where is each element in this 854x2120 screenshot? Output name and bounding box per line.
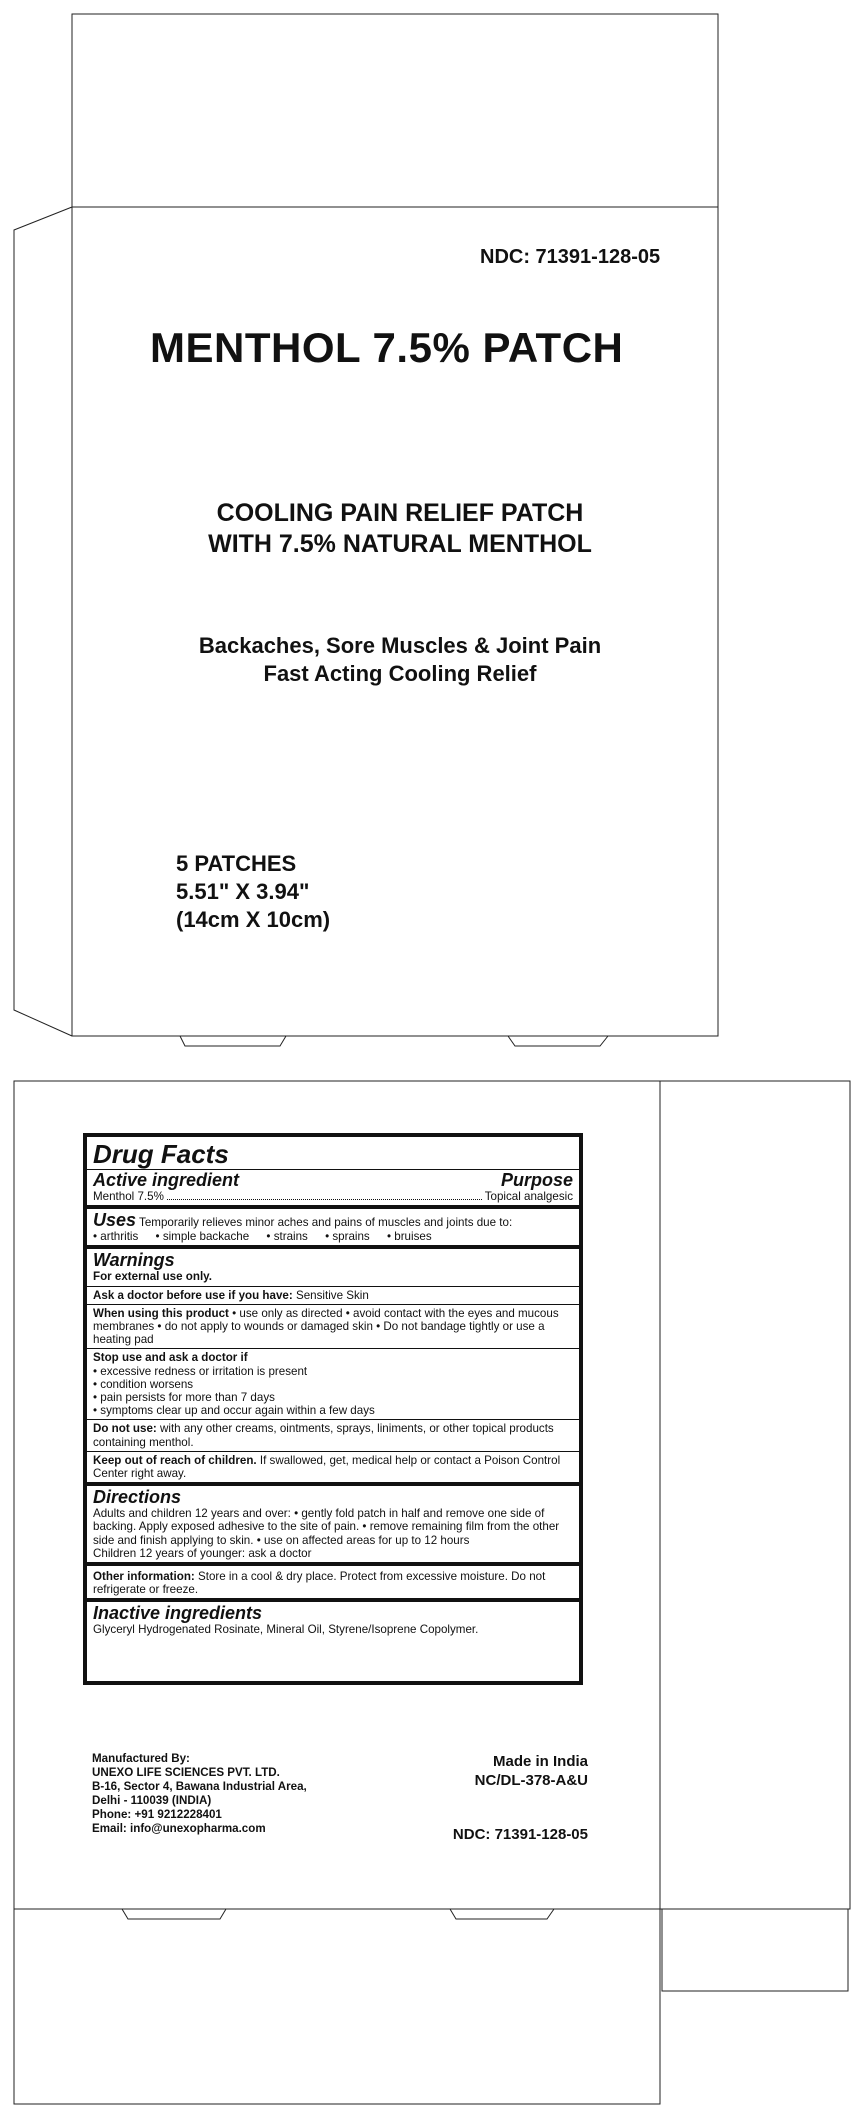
directions-text: Adults and children 12 years and over: • gently fold patch in half and remove one side of backing. Apply exposed adhesive to the site of pain. • remove remaining film from the other side and finish applying to skin. • use on affected areas for up to 12 hours xyxy=(93,1507,560,1547)
directions-heading: Directions xyxy=(93,1487,182,1508)
active-ingredient-heading: Active ingredient xyxy=(93,1170,240,1190)
ask-doctor-label: Ask a doctor before use if you have: xyxy=(93,1288,293,1302)
origin-block xyxy=(430,1752,588,1790)
stop-use-item: • condition worsens xyxy=(93,1377,194,1391)
keep-out-label: Keep out of reach of children. xyxy=(93,1453,257,1467)
manufacturer-phone: Phone: +91 9212228401 xyxy=(92,1808,222,1821)
keep-out-text: If swallowed, get, medical help or contact a Poison Control Center right away. xyxy=(93,1453,561,1481)
manufacturer-email: Email: info@unexopharma.com xyxy=(92,1822,266,1835)
stop-use-item: • pain persists for more than 7 days xyxy=(93,1391,275,1405)
package-count xyxy=(176,850,330,934)
directions-children: Children 12 years of younger: ask a doctor xyxy=(93,1546,312,1560)
subtitle-line: WITH 7.5% NATURAL MENTHOL xyxy=(208,530,592,558)
use-item: arthritis xyxy=(100,1230,139,1244)
license-number: NC/DL-378-A&U xyxy=(474,1772,588,1789)
manufacturer-label: Manufactured By: xyxy=(92,1752,190,1765)
uses-heading: Uses xyxy=(93,1210,137,1231)
external-use-warning: For external use only. xyxy=(93,1270,212,1284)
drug-facts-panel xyxy=(83,1133,583,1685)
do-not-use-text: with any other creams, ointments, sprays, liniments, or other topical products containing menthol. xyxy=(93,1422,554,1449)
made-in: Made in India xyxy=(492,1753,588,1770)
other-info-text: Store in a cool & dry place. Protect from excessive moisture. Do not refrigerate or freeze. xyxy=(93,1570,546,1597)
use-item: bruises xyxy=(394,1230,432,1244)
uses-text: Temporarily relieves minor aches and pains of muscles and joints due to: xyxy=(139,1216,513,1230)
manufacturer-block xyxy=(92,1752,307,1836)
purpose-heading: Purpose xyxy=(500,1170,573,1190)
claim-line: Backaches, Sore Muscles & Joint Pain xyxy=(198,633,602,658)
count-line: 5 PATCHES xyxy=(176,851,297,876)
inactive-text: Glyceryl Hydrogenated Rosinate, Mineral Oil, Styrene/Isoprene Copolymer. xyxy=(93,1623,479,1637)
product-subtitle xyxy=(120,498,680,560)
stop-use-item: • excessive redness or irritation is present xyxy=(93,1364,308,1378)
manufacturer-address: B-16, Sector 4, Bawana Industrial Area, xyxy=(92,1780,307,1793)
dot-leader xyxy=(167,1199,482,1200)
warnings-heading: Warnings xyxy=(93,1250,175,1271)
use-item: strains xyxy=(273,1230,308,1244)
do-not-use-label: Do not use: xyxy=(93,1422,157,1436)
stop-use-label: Stop use and ask a doctor if xyxy=(93,1351,248,1365)
size-cm: (14cm X 10cm) xyxy=(176,907,331,932)
when-using-label: When using this product xyxy=(93,1306,229,1320)
purpose-value: Topical analgesic xyxy=(484,1190,573,1203)
product-claims xyxy=(120,632,680,688)
size-inches: 5.51" X 3.94" xyxy=(176,879,310,904)
manufacturer-address: Delhi - 110039 (INDIA) xyxy=(92,1794,212,1807)
uses-list: • arthritis • simple backache • strains • sprains • bruises xyxy=(93,1230,432,1244)
stop-use-item: • symptoms clear up and occur again within a few days xyxy=(93,1404,375,1418)
manufacturer-name: UNEXO LIFE SCIENCES PVT. LTD. xyxy=(92,1766,280,1779)
ndc-code-back: NDC: 71391-128-05 xyxy=(452,1826,588,1843)
other-info-label: Other information: xyxy=(93,1570,195,1584)
use-item: simple backache xyxy=(162,1230,250,1244)
inactive-heading: Inactive ingredients xyxy=(93,1603,263,1624)
product-title: MENTHOL 7.5% PATCH xyxy=(150,324,624,371)
subtitle-line: COOLING PAIN RELIEF PATCH xyxy=(216,499,584,527)
when-using-text: • use only as directed • avoid contact with the eyes and mucous membranes • do not apply to wounds or damaged skin • Do not bandage tightly or use a heating pad xyxy=(93,1306,559,1347)
drug-facts-heading: Drug Facts xyxy=(93,1139,229,1169)
claim-line: Fast Acting Cooling Relief xyxy=(263,661,537,686)
use-item: sprains xyxy=(332,1230,370,1244)
ask-doctor-text: Sensitive Skin xyxy=(295,1288,369,1302)
ndc-code-front: NDC: 71391-128-05 xyxy=(480,246,661,268)
active-ingredient-value: Menthol 7.5% xyxy=(93,1190,164,1203)
